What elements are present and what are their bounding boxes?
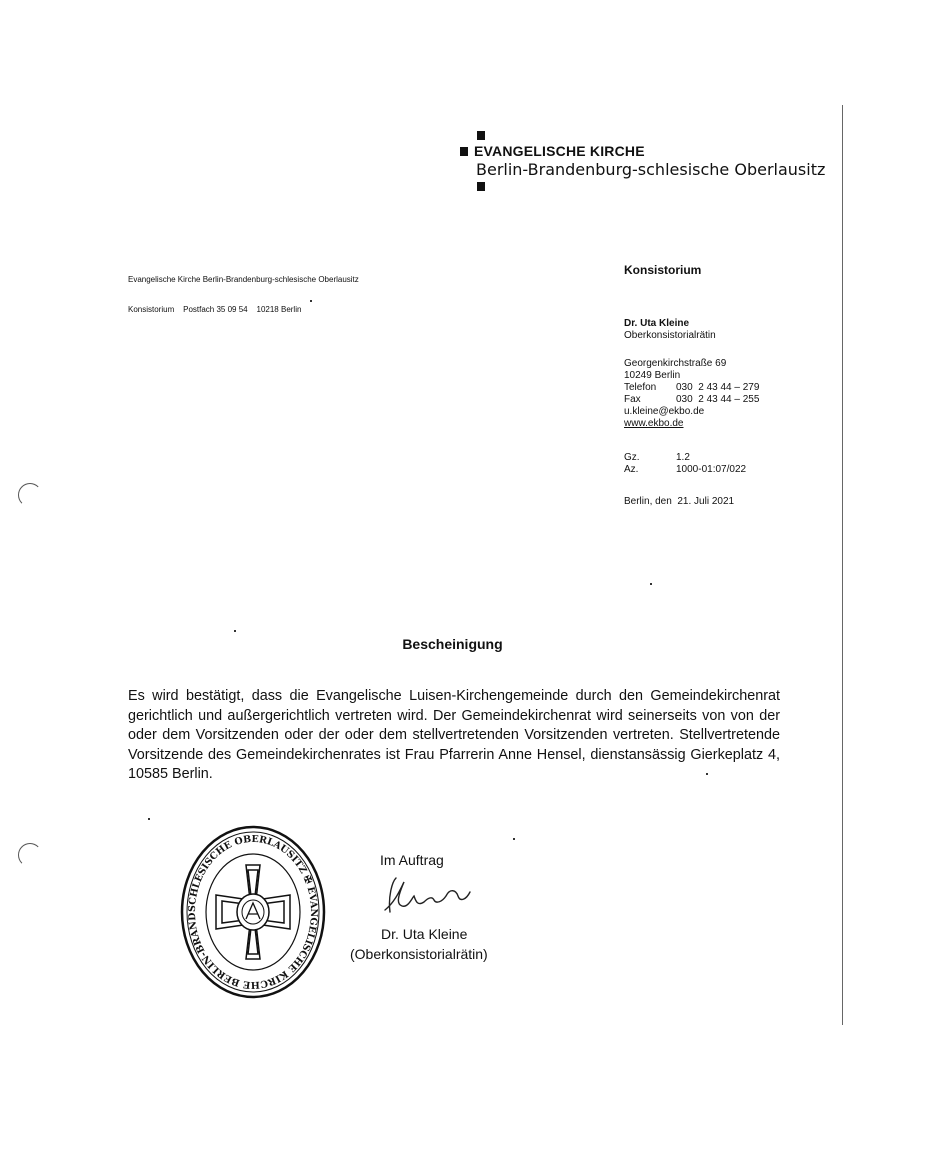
sender-address: [128, 255, 359, 325]
fax-label: Fax: [624, 394, 641, 405]
punch-hole-top: [18, 483, 42, 507]
date-line: Berlin, den 21. Juli 2021: [624, 496, 735, 507]
sender-line-1: Evangelische Kirche Berlin-Brandenburg-schlesische Oberlausitz: [128, 275, 359, 284]
certificate-body: Es wird bestätigt, dass die Evangelische Luisen-Kirchengemeinde durch den Gemeindekirchenrat gerichtlich und außergerichtlich vertreten wird. Der Gemeindekirchenrat wird seinerseits von von der oder dem Vorsitzenden oder der oder dem stellvertretenden Vorsitzenden vertreten. Stellvertretende Vorsitzende des Gemeindekirchenrates ist Frau Pfarrerin Anne Hensel, dienstansässig Gierkeplatz 4, 10585 Berlin.: [128, 688, 780, 782]
phone-label: Telefon: [624, 382, 657, 393]
logo-mark-bottom: [477, 178, 485, 196]
gz-row: [624, 452, 746, 464]
fax-value: 030 2 43 44 – 255: [676, 394, 760, 405]
gz-value: 1.2: [676, 452, 690, 463]
reference-block: [624, 452, 746, 476]
email-link[interactable]: u.kleine@ekbo.de: [624, 406, 705, 417]
department: Konsistorium: [624, 263, 702, 277]
logo-square-icon: [460, 147, 468, 156]
org-name-text: EVANGELISCHE KIRCHE: [474, 143, 645, 159]
punch-hole-bottom: [18, 843, 42, 867]
church-seal-icon: [180, 825, 326, 1000]
gz-label: Gz.: [624, 452, 640, 463]
address-block: [624, 358, 759, 430]
contact-street: Georgenkirchstraße 69: [624, 358, 727, 369]
signatory-role: (Oberkonsistorialrätin): [350, 946, 488, 962]
sender-line-2: Konsistorium Postfach 35 09 54 10218 Berlin: [128, 305, 302, 314]
fax-row: [624, 394, 759, 406]
scan-speck: [513, 838, 515, 840]
scan-speck: [310, 300, 312, 302]
phone-row: [624, 382, 759, 394]
scan-margin-line: [842, 105, 843, 1025]
document-heading: Bescheinigung: [402, 636, 503, 652]
contact-title: Oberkonsistorialrätin: [624, 330, 716, 341]
org-region: Berlin-Brandenburg-schlesische Oberlausitz: [476, 160, 826, 179]
scan-speck: [706, 773, 708, 775]
handwritten-signature: [370, 872, 480, 922]
az-value: 1000-01:07/022: [676, 464, 747, 475]
contact-city: 10249 Berlin: [624, 370, 681, 381]
az-label: Az.: [624, 464, 639, 475]
official-seal: [180, 825, 326, 1000]
signature-prefix: Im Auftrag: [380, 852, 444, 868]
phone-value: 030 2 43 44 – 279: [676, 382, 760, 393]
scan-speck: [650, 583, 652, 585]
az-row: [624, 464, 746, 476]
seal-text: SCHLESISCHE OBERLAUSITZ ✠ EVANGELISCHE KIRCHE BERLIN-BRAND: [186, 833, 320, 991]
scan-speck: [148, 818, 150, 820]
org-name: [460, 143, 645, 159]
contact-name: Dr. Uta Kleine: [624, 318, 690, 329]
scan-speck: [234, 630, 236, 632]
contact-block: [624, 318, 716, 342]
signatory-name: Dr. Uta Kleine: [381, 926, 468, 942]
web-link[interactable]: www.ekbo.de: [624, 418, 684, 429]
signature-scribble-icon: [370, 872, 480, 922]
